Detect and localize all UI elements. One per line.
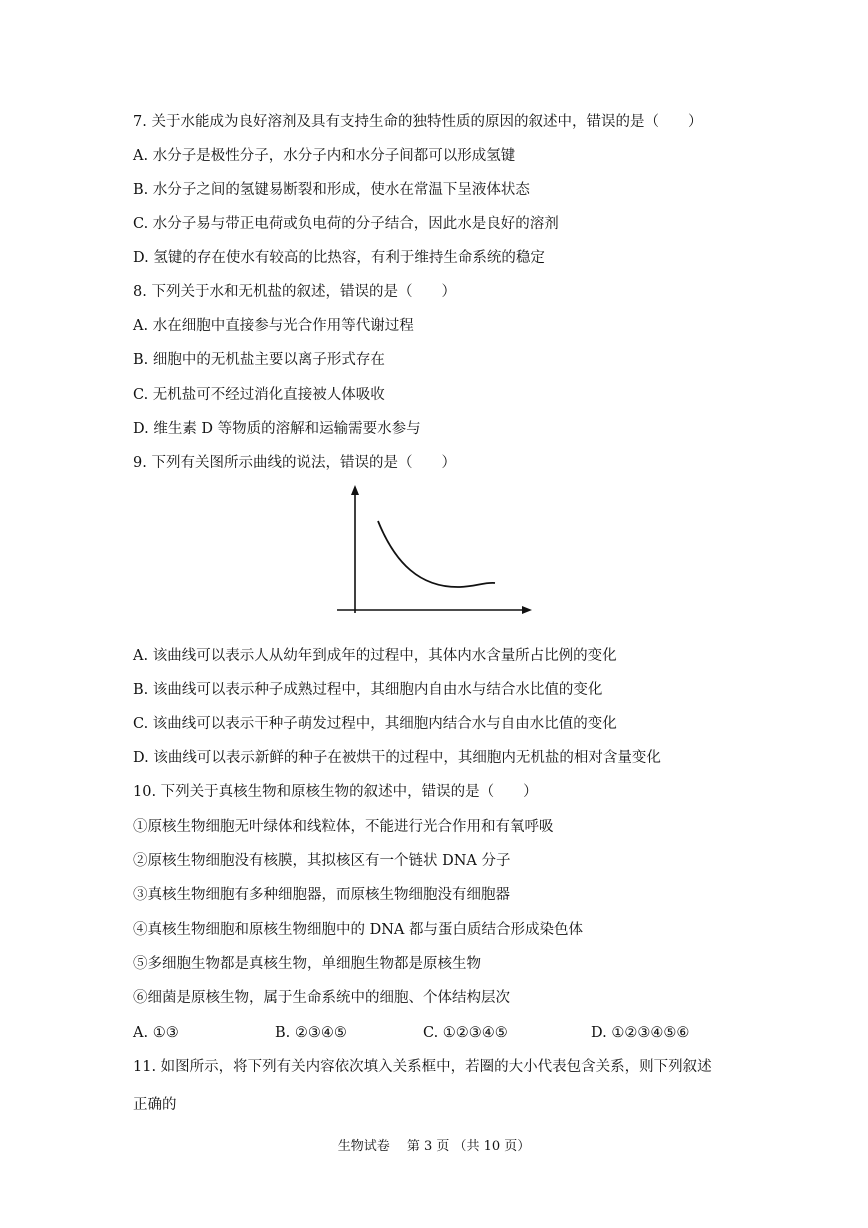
- question-7-option-a: A. 水分子是极性分子，水分子内和水分子间都可以形成氢键: [133, 148, 516, 164]
- question-10-statement-5: ⑤多细胞生物都是真核生物，单细胞生物都是原核生物: [133, 956, 481, 972]
- x-axis-arrow: [522, 606, 532, 614]
- curve-graph: [325, 483, 540, 623]
- question-11-stem-line-2: 正确的: [133, 1097, 177, 1113]
- question-10-statement-4: ④真核生物细胞和原核生物细胞中的 DNA 都与蛋白质结合形成染色体: [133, 922, 584, 938]
- question-11-stem-line-1: 11. 如图所示，将下列有关内容依次填入关系框中，若圈的大小代表包含关系，则下列叙述: [133, 1059, 712, 1075]
- question-10-choices: [133, 1023, 733, 1043]
- question-8-stem: 8. 下列关于水和无机盐的叙述，错误的是（ ）: [133, 284, 456, 300]
- y-axis-arrow: [351, 485, 359, 495]
- question-8-option-c: C. 无机盐可不经过消化直接被人体吸收: [133, 387, 385, 403]
- question-9-option-c: C. 该曲线可以表示干种子萌发过程中，其细胞内结合水与自由水比值的变化: [133, 716, 617, 732]
- question-7-option-b: B. 水分子之间的氢键易断裂和形成，使水在常温下呈液体状态: [133, 182, 530, 198]
- question-9-stem: 9. 下列有关图所示曲线的说法，错误的是（ ）: [133, 455, 456, 471]
- page-footer: 生物试卷 第 3 页 （共 10 页）: [337, 1139, 531, 1154]
- question-7-stem: 7. 关于水能成为良好溶剂及具有支持生命的独特性质的原因的叙述中，错误的是（ ）: [133, 114, 703, 130]
- question-9-option-b: B. 该曲线可以表示种子成熟过程中，其细胞内自由水与结合水比值的变化: [133, 682, 603, 698]
- question-10-choice-d: D. ①②③④⑤⑥: [591, 1025, 690, 1041]
- question-10-statement-3: ③真核生物细胞有多种细胞器，而原核生物细胞没有细胞器: [133, 887, 510, 903]
- question-10-choice-a: A. ①③: [133, 1025, 179, 1041]
- question-10-choice-b: B. ②③④⑤: [275, 1025, 347, 1041]
- question-8-option-d: D. 维生素 D 等物质的溶解和运输需要水参与: [133, 421, 421, 437]
- question-9-option-a: A. 该曲线可以表示人从幼年到成年的过程中，其体内水含量所占比例的变化: [133, 648, 617, 664]
- question-10-statement-1: ①原核生物细胞无叶绿体和线粒体，不能进行光合作用和有氧呼吸: [133, 819, 554, 835]
- decreasing-curve: [378, 521, 495, 587]
- question-7-option-c: C. 水分子易与带正电荷或负电荷的分子结合，因此水是良好的溶剂: [133, 216, 559, 232]
- question-10-choice-c: C. ①②③④⑤: [423, 1025, 508, 1041]
- question-10-statement-2: ②原核生物细胞没有核膜，其拟核区有一个链状 DNA 分子: [133, 853, 511, 869]
- question-10-stem: 10. 下列关于真核生物和原核生物的叙述中，错误的是（ ）: [133, 784, 538, 800]
- question-8-option-b: B. 细胞中的无机盐主要以离子形式存在: [133, 352, 385, 368]
- question-10-statement-6: ⑥细菌是原核生物，属于生命系统中的细胞、个体结构层次: [133, 990, 510, 1006]
- question-7-option-d: D. 氢键的存在使水有较高的比热容，有利于维持生命系统的稳定: [133, 250, 545, 266]
- question-9-option-d: D. 该曲线可以表示新鲜的种子在被烘干的过程中，其细胞内无机盐的相对含量变化: [133, 750, 661, 766]
- question-8-option-a: A. 水在细胞中直接参与光合作用等代谢过程: [133, 318, 414, 334]
